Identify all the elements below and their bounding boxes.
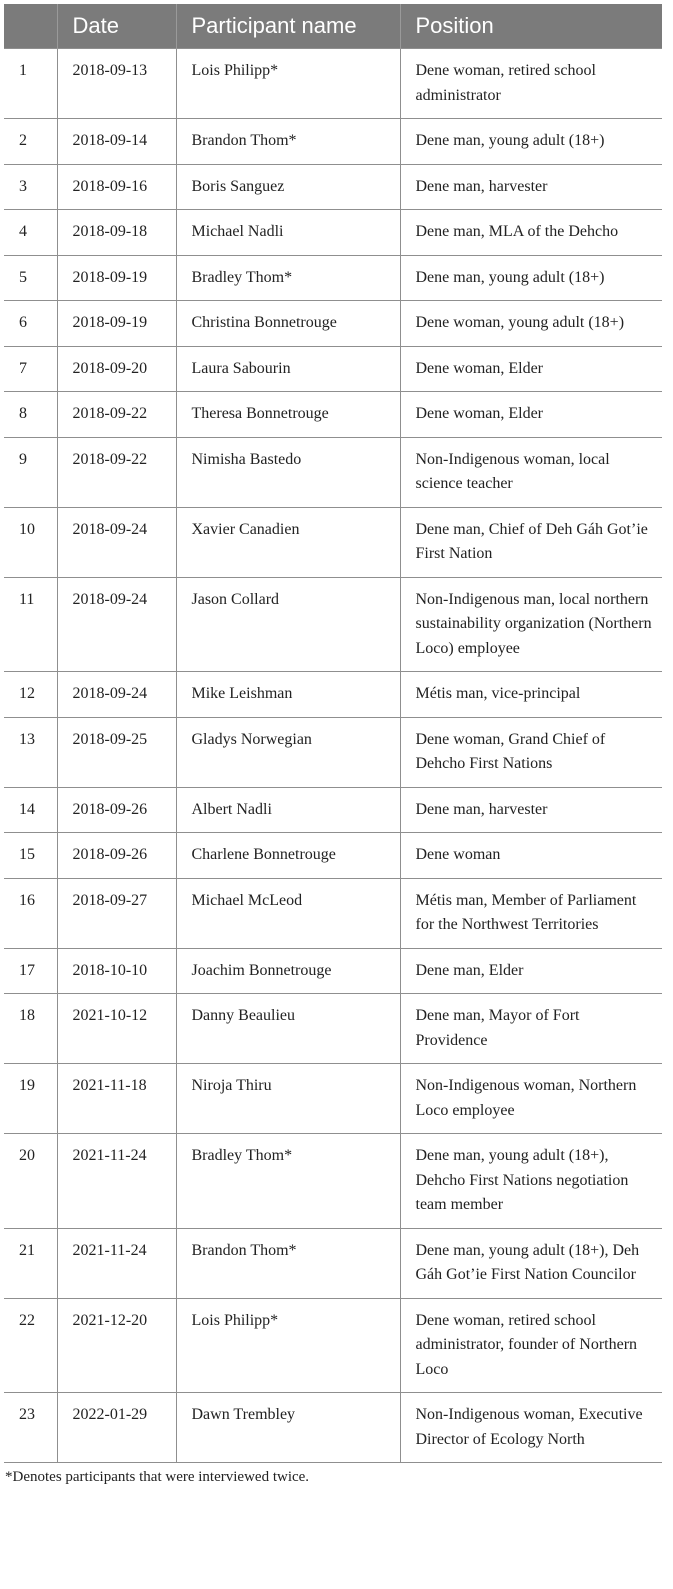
- row-number: 2: [4, 119, 57, 165]
- row-participant-name: Gladys Norwegian: [176, 717, 400, 787]
- row-position: Dene woman, young adult (18+): [400, 301, 662, 347]
- row-number: 6: [4, 301, 57, 347]
- row-participant-name: Nimisha Bastedo: [176, 437, 400, 507]
- participants-table-container: [4, 4, 662, 1486]
- row-position: Dene man, young adult (18+): [400, 255, 662, 301]
- row-date: 2021-11-18: [57, 1064, 176, 1134]
- row-date: 2018-09-24: [57, 672, 176, 718]
- row-number: 4: [4, 210, 57, 256]
- row-position: Non-Indigenous man, local northern sustainability organization (Northern Loco) employee: [400, 577, 662, 672]
- row-date: 2022-01-29: [57, 1393, 176, 1463]
- row-date: 2018-09-22: [57, 437, 176, 507]
- table-row: [4, 210, 662, 256]
- table-row: [4, 346, 662, 392]
- row-date: 2018-09-16: [57, 164, 176, 210]
- table-row: [4, 1393, 662, 1463]
- row-position: Dene woman, retired school administrator, founder of Northern Loco: [400, 1298, 662, 1393]
- row-date: 2018-09-19: [57, 301, 176, 347]
- table-row: [4, 49, 662, 119]
- table-row: [4, 948, 662, 994]
- table-row: [4, 1134, 662, 1229]
- row-participant-name: Christina Bonnetrouge: [176, 301, 400, 347]
- row-position: Dene man, young adult (18+): [400, 119, 662, 165]
- table-row: [4, 301, 662, 347]
- table-row: [4, 437, 662, 507]
- row-participant-name: Mike Leishman: [176, 672, 400, 718]
- table-header-row: [4, 4, 662, 49]
- row-participant-name: Charlene Bonnetrouge: [176, 833, 400, 879]
- row-number: 22: [4, 1298, 57, 1393]
- row-date: 2018-09-26: [57, 787, 176, 833]
- row-participant-name: Dawn Trembley: [176, 1393, 400, 1463]
- row-position: Non-Indigenous woman, Northern Loco employee: [400, 1064, 662, 1134]
- row-date: 2018-09-26: [57, 833, 176, 879]
- row-position: Dene man, young adult (18+), Dehcho First Nations negotiation team member: [400, 1134, 662, 1229]
- row-number: 16: [4, 878, 57, 948]
- row-position: Dene woman: [400, 833, 662, 879]
- row-participant-name: Lois Philipp*: [176, 49, 400, 119]
- table-row: [4, 672, 662, 718]
- row-number: 19: [4, 1064, 57, 1134]
- header-position: Position: [400, 4, 662, 49]
- row-position: Dene man, Mayor of Fort Providence: [400, 994, 662, 1064]
- row-number: 3: [4, 164, 57, 210]
- row-participant-name: Laura Sabourin: [176, 346, 400, 392]
- row-position: Dene woman, Grand Chief of Dehcho First Nations: [400, 717, 662, 787]
- row-number: 15: [4, 833, 57, 879]
- row-participant-name: Brandon Thom*: [176, 1228, 400, 1298]
- row-position: Dene man, MLA of the Dehcho: [400, 210, 662, 256]
- table-row: [4, 392, 662, 438]
- row-participant-name: Albert Nadli: [176, 787, 400, 833]
- row-number: 9: [4, 437, 57, 507]
- row-position: Dene man, harvester: [400, 164, 662, 210]
- table-row: [4, 119, 662, 165]
- row-number: 8: [4, 392, 57, 438]
- row-position: Dene man, Chief of Deh Gáh Got’ie First Nation: [400, 507, 662, 577]
- table-row: [4, 833, 662, 879]
- header-participant-name: Participant name: [176, 4, 400, 49]
- table-row: [4, 994, 662, 1064]
- header-number: [4, 4, 57, 49]
- table-row: [4, 1064, 662, 1134]
- table-body: [4, 49, 662, 1463]
- row-number: 20: [4, 1134, 57, 1229]
- row-position: Dene man, Elder: [400, 948, 662, 994]
- table-row: [4, 878, 662, 948]
- row-position: Non-Indigenous woman, local science teacher: [400, 437, 662, 507]
- row-participant-name: Michael McLeod: [176, 878, 400, 948]
- row-position: Dene man, harvester: [400, 787, 662, 833]
- table-row: [4, 255, 662, 301]
- row-participant-name: Michael Nadli: [176, 210, 400, 256]
- row-date: 2021-11-24: [57, 1134, 176, 1229]
- table-row: [4, 507, 662, 577]
- row-number: 1: [4, 49, 57, 119]
- row-position: Dene woman, Elder: [400, 346, 662, 392]
- row-date: 2018-09-25: [57, 717, 176, 787]
- table-row: [4, 787, 662, 833]
- row-date: 2018-09-20: [57, 346, 176, 392]
- table-row: [4, 1298, 662, 1393]
- row-participant-name: Joachim Bonnetrouge: [176, 948, 400, 994]
- row-participant-name: Jason Collard: [176, 577, 400, 672]
- row-participant-name: Boris Sanguez: [176, 164, 400, 210]
- row-participant-name: Niroja Thiru: [176, 1064, 400, 1134]
- row-date: 2018-09-24: [57, 577, 176, 672]
- row-participant-name: Bradley Thom*: [176, 255, 400, 301]
- row-number: 11: [4, 577, 57, 672]
- row-position: Métis man, Member of Parliament for the Northwest Territories: [400, 878, 662, 948]
- row-participant-name: Brandon Thom*: [176, 119, 400, 165]
- row-date: 2018-09-14: [57, 119, 176, 165]
- row-date: 2018-09-19: [57, 255, 176, 301]
- table-row: [4, 1228, 662, 1298]
- participants-table: [4, 4, 662, 1463]
- header-date: Date: [57, 4, 176, 49]
- row-position: Dene woman, retired school administrator: [400, 49, 662, 119]
- row-date: 2021-10-12: [57, 994, 176, 1064]
- row-date: 2018-09-22: [57, 392, 176, 438]
- table-row: [4, 577, 662, 672]
- row-number: 18: [4, 994, 57, 1064]
- row-position: Métis man, vice-principal: [400, 672, 662, 718]
- row-participant-name: Bradley Thom*: [176, 1134, 400, 1229]
- row-number: 13: [4, 717, 57, 787]
- row-participant-name: Danny Beaulieu: [176, 994, 400, 1064]
- row-number: 5: [4, 255, 57, 301]
- row-number: 7: [4, 346, 57, 392]
- row-position: Non-Indigenous woman, Executive Director of Ecology North: [400, 1393, 662, 1463]
- row-date: 2018-09-24: [57, 507, 176, 577]
- row-date: 2021-11-24: [57, 1228, 176, 1298]
- table-row: [4, 717, 662, 787]
- row-position: Dene woman, Elder: [400, 392, 662, 438]
- row-participant-name: Theresa Bonnetrouge: [176, 392, 400, 438]
- footnote: *Denotes participants that were interviewed twice.: [5, 1469, 310, 1485]
- row-date: 2018-09-27: [57, 878, 176, 948]
- row-number: 17: [4, 948, 57, 994]
- table-row: [4, 164, 662, 210]
- row-number: 21: [4, 1228, 57, 1298]
- row-number: 23: [4, 1393, 57, 1463]
- row-participant-name: Lois Philipp*: [176, 1298, 400, 1393]
- row-position: Dene man, young adult (18+), Deh Gáh Got’ie First Nation Councilor: [400, 1228, 662, 1298]
- row-participant-name: Xavier Canadien: [176, 507, 400, 577]
- row-date: 2018-10-10: [57, 948, 176, 994]
- row-date: 2018-09-13: [57, 49, 176, 119]
- row-number: 14: [4, 787, 57, 833]
- row-date: 2018-09-18: [57, 210, 176, 256]
- row-number: 10: [4, 507, 57, 577]
- row-date: 2021-12-20: [57, 1298, 176, 1393]
- row-number: 12: [4, 672, 57, 718]
